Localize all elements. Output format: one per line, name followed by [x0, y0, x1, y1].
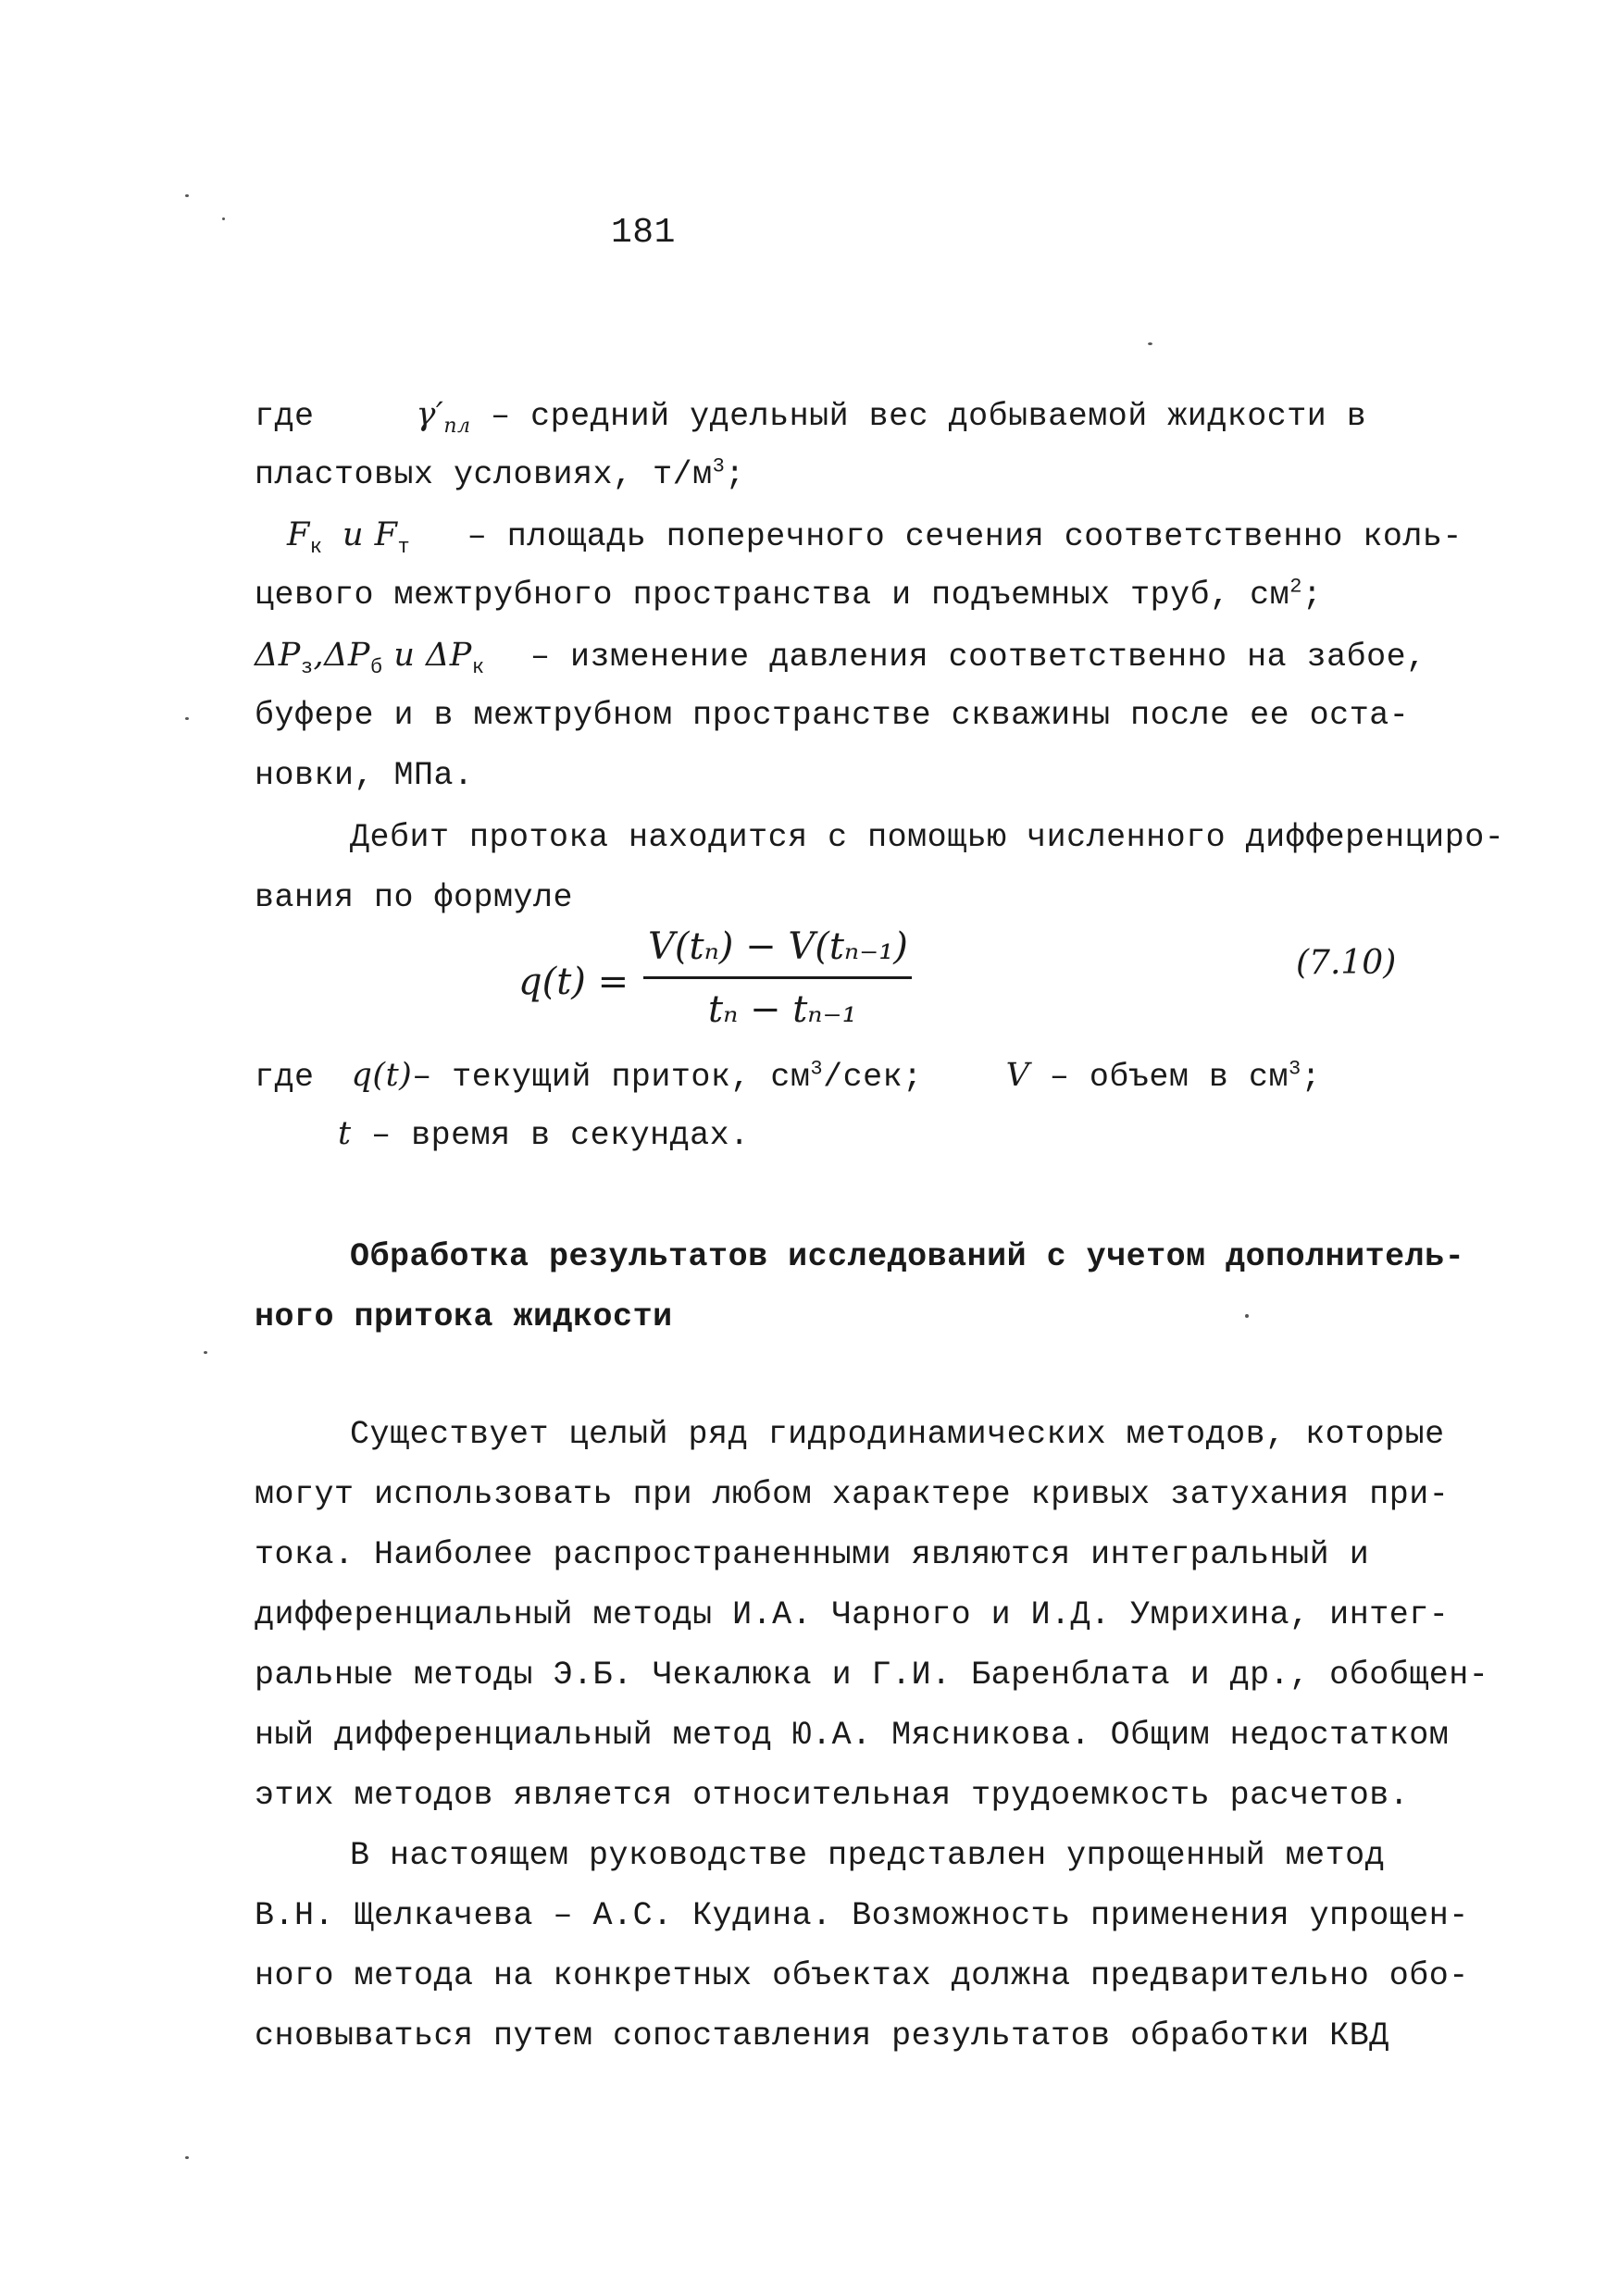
scan-speck: [1245, 1314, 1249, 1318]
definition-line-6: буфере и в межтрубном пространстве скважины после ее оста-: [255, 697, 1410, 734]
symbol-delta-P: ΔP: [255, 637, 301, 674]
subscript: к: [309, 536, 323, 559]
body-line: ный дифференциальный метод Ю.А. Мясникова. Общим недостатком: [255, 1717, 1450, 1754]
formula-denominator: tₙ − tₙ₋₁: [708, 988, 857, 1031]
formula-7-10: [518, 925, 926, 1046]
body-line: В.Н. Щелкачева – А.С. Кудина. Возможность применения упрощен-: [255, 1897, 1469, 1934]
definition-line-4: [255, 577, 1322, 614]
definition-line-7: новки, МПа.: [255, 757, 474, 794]
body-line: ного метода на конкретных объектах должна предварительно обо-: [255, 1957, 1469, 1994]
subscript: к: [471, 656, 485, 679]
formula-lhs: q(t) =: [518, 961, 629, 1003]
subscript: з: [300, 656, 314, 679]
body-line: могут использовать при любом характере кривых затухания при-: [255, 1476, 1450, 1513]
subscript: т: [397, 536, 411, 559]
body-line: Существует целый ряд гидродинамических методов, которые: [350, 1416, 1445, 1453]
scan-speck: [222, 217, 225, 220]
scan-speck: [204, 1351, 207, 1354]
formula-numerator: V(tₙ) − V(tₙ₋₁): [648, 925, 908, 968]
superscript: 3: [712, 454, 726, 478]
legend-text: – текущий приток, см: [412, 1059, 811, 1096]
symbol-V: V: [1005, 1057, 1030, 1094]
section-heading-line-2: ного притока жидкости: [255, 1298, 673, 1335]
superscript: 3: [1288, 1057, 1301, 1081]
scan-speck: [1148, 342, 1152, 345]
formula-legend-line-1: [255, 1057, 1321, 1096]
body-line: тока. Наиболее распространенными являются интегральный и: [255, 1536, 1370, 1573]
scan-speck: [185, 2156, 189, 2159]
body-line: этих методов является относительная трудоемкость расчетов.: [255, 1777, 1410, 1814]
scan-speck: [185, 717, 189, 720]
legend-text: – время в секундах.: [371, 1117, 750, 1154]
legend-text: – объем в см: [1049, 1059, 1289, 1096]
label-where: где: [255, 398, 315, 435]
label-where: где: [255, 1059, 315, 1096]
superscript: 2: [1289, 575, 1302, 599]
superscript: 3: [810, 1057, 824, 1081]
symbol-t: t: [338, 1115, 352, 1152]
scan-speck: [185, 194, 189, 197]
legend-text: ;: [1301, 1059, 1322, 1096]
text-line: ;: [1301, 577, 1323, 614]
paragraph-line: вания по формуле: [255, 879, 574, 916]
definition-line-3: [287, 516, 1463, 559]
equation-number: (7.10): [1296, 944, 1397, 982]
text-line: пластовых условиях, т/м: [255, 456, 713, 493]
definition-text: – изменение давления соответственно на забое,: [530, 639, 1426, 676]
fraction-bar: [643, 976, 912, 979]
body-line: дифференциальный методы И.А. Чарного и И.Д. Умрихина, интег-: [255, 1596, 1450, 1633]
definition-line-5: [255, 637, 1426, 679]
symbol-gamma-subscript: пл: [443, 415, 471, 438]
symbol-delta-P: ,ΔP: [313, 637, 370, 674]
definition-text: – площадь поперечного сечения соответственно коль-: [467, 518, 1463, 555]
body-line: сновываться путем сопоставления результатов обработки КВД: [255, 2017, 1389, 2054]
text-line: цевого межтрубного пространства и подъемных труб, см: [255, 577, 1290, 614]
paragraph-line: Дебит протока находится с помощью численного дифференциро-: [350, 819, 1505, 856]
subscript: б: [369, 656, 383, 679]
definition-line-1: [255, 396, 1367, 438]
symbol-gamma: γ′: [416, 396, 444, 433]
body-line: ральные методы Э.Б. Чекалюка и Г.И. Баренблата и др., обобщен-: [255, 1657, 1489, 1694]
symbol-q-of-t: q(t): [351, 1057, 413, 1094]
text-line: ;: [725, 456, 745, 493]
section-heading-line-1: Обработка результатов исследований с учетом дополнитель-: [350, 1238, 1465, 1275]
definition-line-2: [255, 456, 745, 493]
symbol-delta-P: и ΔP: [382, 637, 472, 674]
body-line: В настоящем руководстве представлен упрощенный метод: [350, 1837, 1386, 1874]
symbol-F: F: [287, 516, 310, 553]
symbol-F: и F: [342, 516, 398, 553]
page-number: 181: [611, 213, 676, 253]
definition-text: – средний удельный вес добываемой жидкости в: [491, 398, 1367, 435]
legend-text: /сек;: [823, 1059, 923, 1096]
formula-legend-line-2: [338, 1115, 750, 1154]
